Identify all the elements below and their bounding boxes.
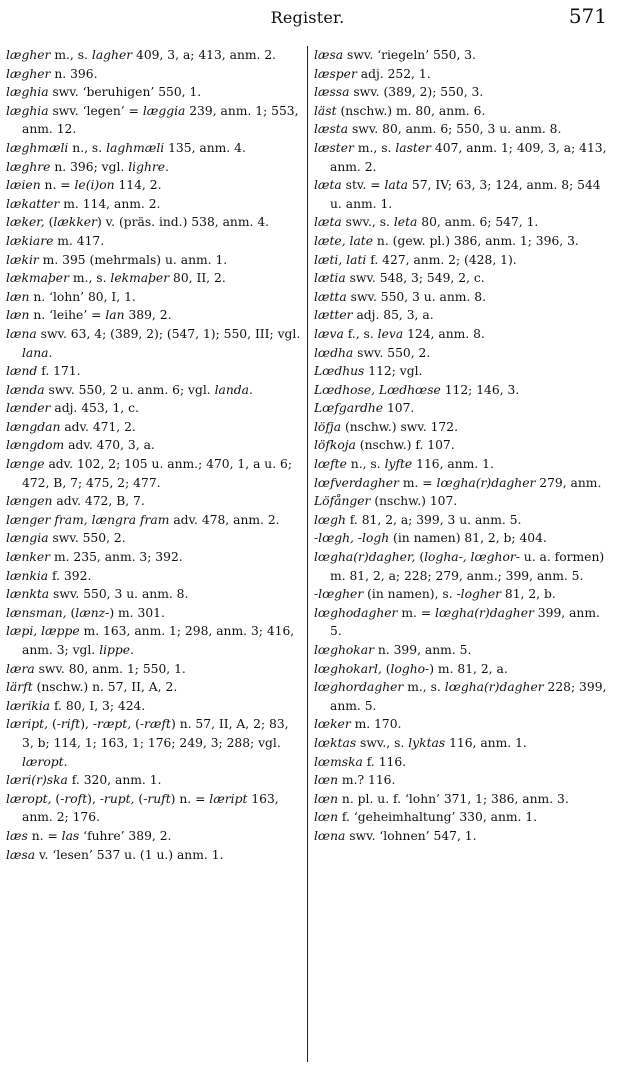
index-entry: lægher n. 396.	[6, 66, 98, 81]
index-entry: lænsman, (lænz-) m. 301.	[6, 605, 165, 620]
index-entry: læti, lati f. 427, anm. 2; (428, 1).	[314, 252, 517, 267]
index-entry: lœktas swv., s. lyktas 116, anm. 1.	[314, 735, 527, 750]
index-entry: Lœdhose, Lœdhœse 112; 146, 3.	[314, 382, 520, 397]
index-entry: lœfverdagher m. = lœgha(r)dagher 279, anm.	[314, 475, 602, 490]
index-entry: lœdha swv. 550, 2.	[314, 345, 431, 360]
index-entry: læn n. ‘lohn’ 80, I, 1.	[6, 289, 136, 304]
index-entry: længen adv. 472, B, 7.	[6, 494, 145, 509]
index-entry: lækiare m. 417.	[6, 233, 105, 248]
index-entry: læra swv. 80, anm. 1; 550, 1.	[6, 661, 186, 676]
page-number: 571	[568, 4, 607, 28]
index-entry: lœn n. pl. u. f. ‘lohn’ 371, 1; 386, anm. 3.	[314, 791, 569, 806]
index-entry: lænker m. 235, anm. 3; 392.	[6, 550, 183, 565]
index-entry: lægher m., s. lagher 409, 3, a; 413, anm. 2.	[6, 48, 277, 62]
index-entry: læien n. = le(i)on 114, 2.	[6, 178, 162, 193]
index-entry: lækatter m. 114, anm. 2.	[6, 196, 161, 211]
index-entry: lænkta swv. 550, 3 u. anm. 8.	[6, 587, 189, 602]
index-entry: lænder adj. 453, 1, c.	[6, 401, 139, 416]
index-entry: læsper adj. 252, 1.	[314, 66, 431, 81]
index-entry: löfkoja (nschw.) f. 107.	[314, 438, 455, 453]
index-entry: Lœfgardhe 107.	[314, 401, 415, 416]
index-entry: Lœdhus 112; vgl.	[314, 364, 423, 379]
index-entry: læker, (lækker) v. (präs. ind.) 538, anm. 4.	[6, 215, 270, 230]
index-entry: lætta swv. 550, 3 u. anm. 8.	[314, 289, 486, 304]
index-entry: Löfånger (nschw.) 107.	[314, 494, 458, 509]
index-entry: læpi, læppe m. 163, anm. 1; 298, anm. 3; 416, anm. 3; vgl. lippe.	[6, 624, 295, 657]
index-entry: lœghokarl, (logho-) m. 81, 2, a.	[314, 661, 508, 676]
index-entry: lækmaþer m., s. lekmaþer 80, II, 2.	[6, 271, 226, 286]
index-entry: lænda swv. 550, 2 u. anm. 6; vgl. landa.	[6, 382, 253, 397]
index-entry: læn n. ‘leihe’ = lan 389, 2.	[6, 308, 172, 323]
index-entry: længer fram, længra fram adv. 478, anm. 2.	[6, 512, 280, 527]
index-entry: lœna swv. ‘lohnen’ 547, 1.	[314, 828, 477, 843]
index-entry: lœgha(r)dagher, (logha-, lœghor- u. a. formen) m. 81, 2, a; 228; 279, anm.; 399, anm. 5.	[314, 550, 605, 583]
index-entry: læropt, (-roft), -rupt, (-ruft) n. = læript 163, anm. 2; 176.	[6, 791, 279, 825]
index-entry: lœker m. 170.	[314, 717, 402, 732]
index-entry: læta swv., s. leta 80, anm. 6; 547, 1.	[314, 215, 539, 230]
right-column	[314, 46, 614, 1062]
column-divider	[307, 46, 308, 1062]
index-entry: lækir m. 395 (mehrmals) u. anm. 1.	[6, 252, 228, 267]
index-entry: læsa v. ‘lesen’ 537 u. (1 u.) anm. 1.	[6, 847, 224, 862]
index-entry: -lœgh, -logh (in namen) 81, 2, b; 404.	[314, 531, 547, 546]
running-title: Register.	[270, 8, 345, 27]
index-entry: -lœgher (in namen), s. -logher 81, 2, b.	[314, 587, 556, 602]
index-entry: læssa swv. (389, 2); 550, 3.	[314, 85, 484, 100]
index-entry: læta stv. = lata 57, IV; 63, 3; 124, anm. 8; 544 u. anm. 1.	[314, 178, 601, 211]
index-entry: læte, late n. (gew. pl.) 386, anm. 1; 396, 3.	[314, 233, 579, 248]
page-header	[8, 2, 607, 30]
index-entry: længe adv. 102, 2; 105 u. anm.; 470, 1, a u. 6; 472, B, 7; 475, 2; 477.	[6, 457, 293, 490]
index-entry: læghre n. 396; vgl. lighre.	[6, 159, 169, 174]
index-entry: lœfte n., s. lyfte 116, anm. 1.	[314, 457, 494, 472]
index-entry: lœghodagher m. = lœgha(r)dagher 399, anm. 5.	[314, 605, 600, 639]
index-entry: läst (nschw.) m. 80, anm. 6.	[314, 103, 486, 118]
index-entry: læghmæli n., s. laghmæli 135, anm. 4.	[6, 140, 246, 155]
index-entry: læsta swv. 80, anm. 6; 550, 3 u. anm. 8.	[314, 122, 562, 137]
index-entry: lœghordagher m., s. lœgha(r)dagher 228; 399, anm. 5.	[314, 680, 607, 713]
index-entry: lærikia f. 80, I, 3; 424.	[6, 698, 146, 713]
index-entry: lärft (nschw.) n. 57, II, A, 2.	[6, 680, 178, 695]
index-entry: længdom adv. 470, 3, a.	[6, 438, 155, 453]
index-entry: lætter adj. 85, 3, a.	[314, 308, 434, 323]
index-entry: lœn f. ‘geheimhaltung’ 330, anm. 1.	[314, 810, 538, 825]
index-entry: læri(r)ska f. 320, anm. 1.	[6, 773, 162, 788]
index-entry: lænkia f. 392.	[6, 568, 92, 583]
index-entry: lætia swv. 548, 3; 549, 2, c.	[314, 271, 485, 286]
index-entry: læript, (-rift), -ræpt, (-ræft) n. 57, II, A, 2; 83, 3, b; 114, 1; 163, 1; 176; 249, 3; 288; vgl. læropt.	[6, 717, 289, 769]
index-entry: lœghokar n. 399, anm. 5.	[314, 643, 472, 657]
index-entry: længia swv. 550, 2.	[6, 531, 126, 546]
index-entry: löfja (nschw.) swv. 172.	[314, 419, 458, 434]
index-entry: lœn m.? 116.	[314, 773, 396, 788]
index-entry: lœgh f. 81, 2, a; 399, 3 u. anm. 5.	[314, 512, 522, 527]
index-entry: lænd f. 171.	[6, 364, 81, 379]
index-entry: lœmska f. 116.	[314, 754, 407, 769]
index-entry: læna swv. 63, 4; (389, 2); (547, 1); 550, III; vgl. lana.	[6, 326, 301, 360]
index-entry: længdan adv. 471, 2.	[6, 419, 136, 434]
index-entry: læs n. = las ‘fuhre’ 389, 2.	[6, 828, 172, 843]
index-entry: læghia swv. ‘beruhigen’ 550, 1.	[6, 85, 202, 100]
index-entry: læsa swv. ‘riegeln’ 550, 3.	[314, 48, 477, 62]
index-entry: læva f., s. leva 124, anm. 8.	[314, 326, 485, 341]
left-column	[6, 46, 304, 1062]
index-entry: læghia swv. ‘legen’ = læggia 239, anm. 1; 553, anm. 12.	[6, 103, 299, 137]
index-entry: læster m., s. laster 407, anm. 1; 409, 3, a; 413, anm. 2.	[314, 140, 607, 174]
